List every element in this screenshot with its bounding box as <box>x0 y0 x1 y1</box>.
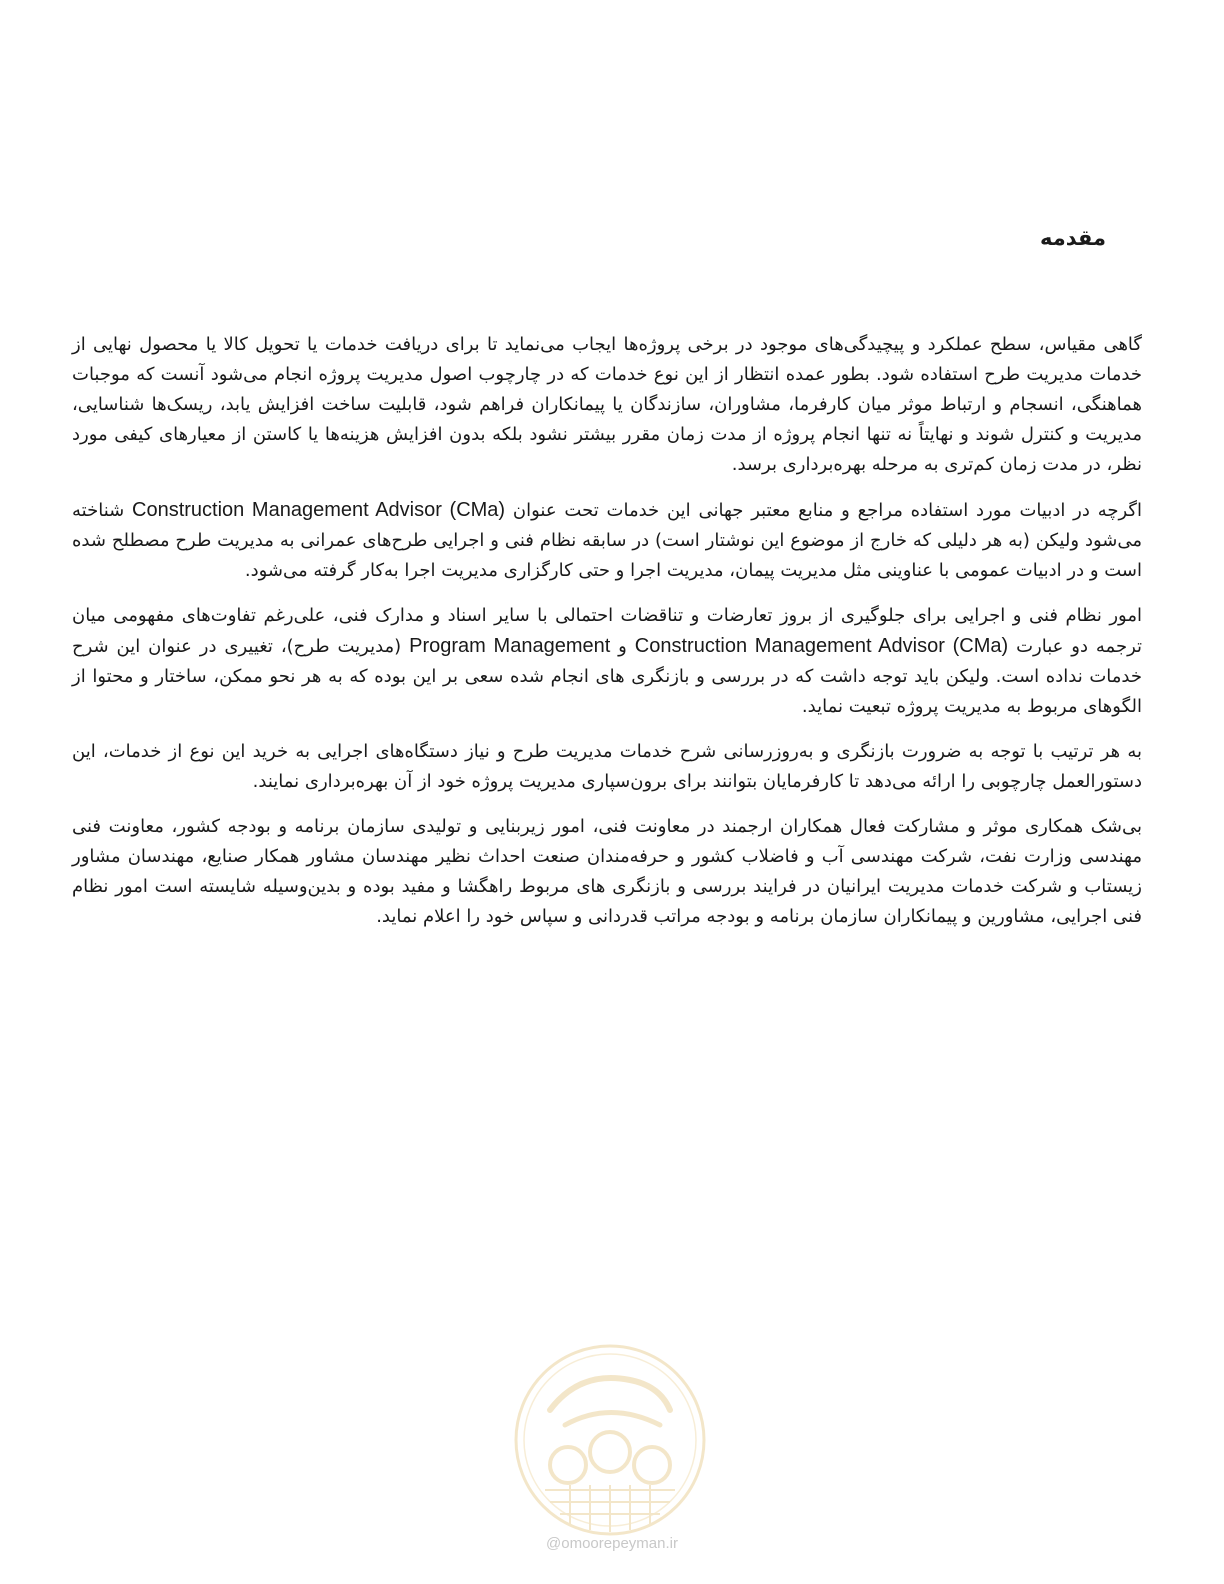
footer-website-url: @omoorepeyman.ir <box>546 1535 678 1552</box>
paragraph-3-text-start: امور نظام فنی و اجرایی برای جلوگیری از بروز تعارضات و تناقضات احتمالی با سایر اسناد و مدارک فنی، علی‌رغم تفاوت‌های مفهومی میان ترجمه دو عبارت <box>72 605 1143 657</box>
paragraph-2 <box>72 495 1142 586</box>
paragraph-4: به هر ترتیب با توجه به ضرورت بازنگری و به‌روزرسانی شرح خدمات مدیریت طرح و نیاز دستگاه‌های اجرایی به خرید این نوع از خدمات، این دستورالعمل چارچوبی را ارائه می‌دهد تا کارفرمایان بتوانند برای برون‌سپاری مدیریت پروژه خود از آن بهره‌برداری نمایند. <box>72 741 1142 792</box>
paragraph-3 <box>72 601 1142 722</box>
paragraph-5: بی‌شک همکاری موثر و مشارکت فعال همکاران ارجمند در معاونت فنی، امور زیربنایی و تولیدی سازمان برنامه و بودجه کشور، معاونت فنی مهندسی وزارت نفت، شرکت مهندسی آب و فاضلاب کشور و حرفه‌مندان صنعت احداث نظیر مهندسان مشاور همکار صنایع، مهندسان مشاور زیستاب و شرکت خدمات مدیریت ایرانیان در فرایند بررسی و بازنگری های مربوط راهگشا و مفید بوده و بدین‌وسیله شایسته است امور نظام فنی اجرایی، مشاورین و پیمانکاران سازمان برنامه و بودجه مراتب قدردانی و سپاس خود را اعلام نماید. <box>72 816 1142 927</box>
page-title: مقدمه <box>1040 226 1106 250</box>
term-construction-management-advisor: Construction Management Advisor (CMa) <box>634 635 1009 657</box>
term-construction-management-advisor: Construction Management Advisor (CMa) <box>132 499 506 521</box>
term-program-management: Program Management <box>409 635 611 657</box>
paragraph-3-text-end: (مدیریت طرح)، تغییری در عنوان این شرح خدمات نداده است. ولیکن باید توجه داشت که در بررسی و بازنگری های انجام شده سعی بر این بوده که به هر نحو ممکن، ساختار و محتوا از الگوهای مربوط به مدیریت پروژه تبعیت نماید. <box>72 636 1142 717</box>
paragraph-2-text-end: شناخته می‌شود ولیکن (به هر دلیلی که خارج از موضوع این نوشتار است) در سابقه نظام فنی و اجرایی طرح‌های عمرانی به مدیریت طرح مصطلح شده است و در ادبیات عمومی با عناوینی مثل مدیریت پیمان، مدیریت اجرا و حتی کارگزاری مدیریت اجرا به‌کار گرفته می‌شود. <box>72 500 1142 581</box>
paragraph-1: گاهی مقیاس، سطح عملکرد و پیچیدگی‌های موجود در برخی پروژه‌ها ایجاب می‌نماید تا برای دریافت خدمات یا تحویل کالا یا محصول نهایی از خدمات مدیریت طرح استفاده شود. بطور عمده انتظار از این نوع خدمات که در چارچوب اصول مدیریت پروژه انجام می‌شود آنست که موجبات هماهنگی، انسجام و ارتباط موثر میان کارفرما، مشاوران، سازندگان یا پیمانکاران فراهم شود، قابلیت ساخت افزایش یابد، ریسک‌ها شناسایی، مدیریت و کنترل شوند و نهایتاً نه تنها انجام پروژه از مدت زمان مقرر بیشتر نشود بلکه بدون افزایش هزینه‌ها یا کاستن از معیارهای کیفی مورد نظر، در مدت زمان کم‌تری به مرحله بهره‌برداری برسد. <box>72 334 1142 475</box>
watermark-logo-icon <box>510 1340 710 1540</box>
paragraph-2-text-start: اگرچه در ادبیات مورد استفاده مراجع و منابع معتبر جهانی این خدمات تحت عنوان <box>505 500 1142 521</box>
paragraph-3-conjunction: و <box>610 636 635 657</box>
body-text <box>72 330 1142 947</box>
